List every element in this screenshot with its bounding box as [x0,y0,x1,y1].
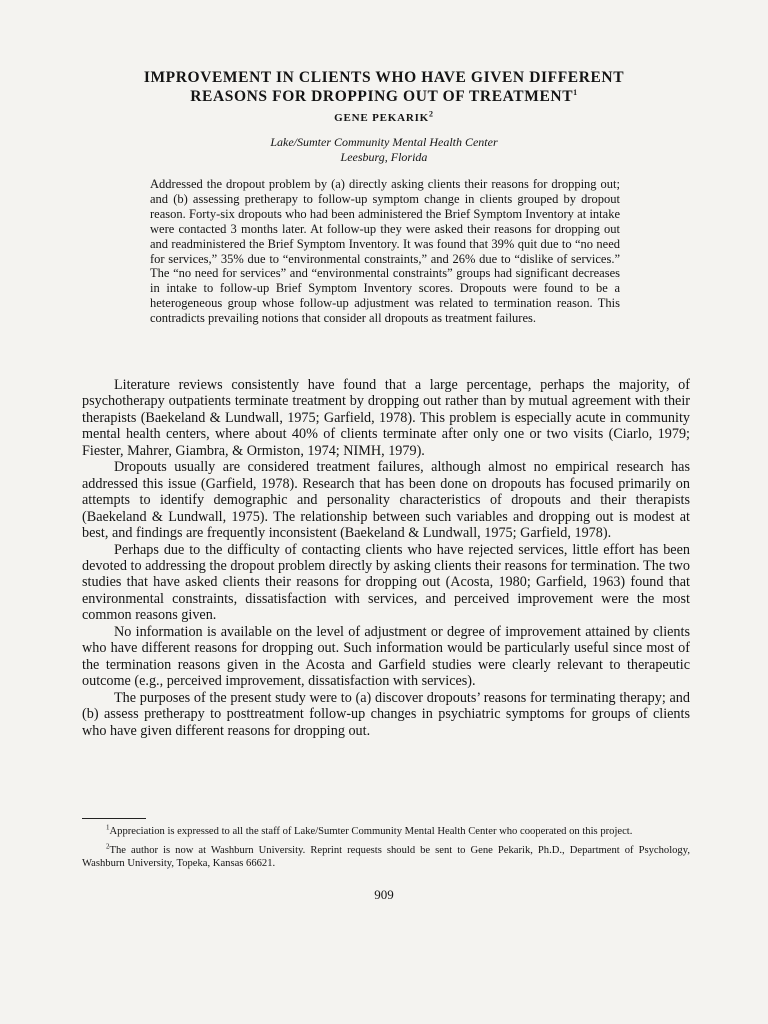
author-name-text: GENE PEKARIK [334,112,430,124]
affiliation-institution: Lake/Sumter Community Mental Health Center [270,135,498,149]
body-paragraph-1: Literature reviews consistently have found that a large percentage, perhaps the majority, of psychotherapy outpatients terminate treatment by dropping out rather than by mutual agreement with their therapists (Baekeland & Lundwall, 1975; Garfield, 1978). This problem is especially acute in community mental health centers, where about 40% of clients terminate after only one or two visits (Ciarlo, 1979; Fiester, Mahrer, Giambra, & Ormiston, 1974; NIMH, 1979). [82,377,690,459]
body-paragraph-3: Perhaps due to the difficulty of contacting clients who have rejected services, little effort has been devoted to addressing the dropout problem directly by asking clients their reasons for termination. The two studies that have asked clients their reasons for dropping out (Acosta, 1980; Garfield, 1963) found that environmental constraints, dissatisfaction with services, and perceived improvement were the most common reasons given. [82,541,690,624]
body-paragraph-2: Dropouts usually are considered treatment failures, although almost no empirical research has addressed this issue (Garfield, 1978). Research that has been done on dropouts has focused primarily on attempts to identify demographic and personality characteristics of dropouts and their therapists (Baekeland & Lundwall, 1975). The relationship between such variables and dropping out is modest at best, and findings are frequently inconsistent (Baekeland & Lundwall, 1975; Garfield, 1978). [82,459,690,542]
author-name [80,111,688,125]
affiliation-location: Leesburg, Florida [340,150,428,164]
title-footnote-mark: 1 [573,87,578,97]
page-number: 909 [374,887,394,902]
footnote-1 [82,825,690,839]
abstract: Addressed the dropout problem by (a) directly asking clients their reasons for dropping out; and (b) assessing pretherapy to follow-up symptom change in clients grouped by dropout reason. Forty-six dropouts who had been administered the Brief Symptom Inventory at intake were contacted 3 months later. At follow-up they were asked their reasons for dropping out and readministered the Brief Symptom Inventory. It was found that 39% quit due to “no need for services,” 35% due to “environmental constraints,” and 26% due to “dislike of services.” The “no need for services” and “environmental constraints” groups had significant decreases in intake to follow-up Brief Symptom Inventory scores. Dropouts were found to be a heterogeneous group whose follow-up adjustment was related to termination reason. This contradicts prevailing notions that consider all dropouts as treatment failures. [150,177,620,326]
author-footnote-mark: 2 [429,109,434,119]
article-title [80,68,688,106]
body-paragraph-4: No information is available on the level of adjustment or degree of improvement attained by clients who have different reasons for dropping out. Such information would be particularly useful since most of the termination reasons given in the Acosta and Garfield studies were clearly relevant to therapeutic outcome (e.g., perceived improvement, dissatisfaction with services). [82,623,690,690]
affiliation [80,135,688,165]
footnote-2-text: The author is now at Washburn University. Reprint requests should be sent to Gene Pekarik, Ph.D., Department of Psychology, Washburn University, Topeka, Kansas 66621. [82,844,690,870]
footnote-1-text: Appreciation is expressed to all the staff of Lake/Sumter Community Mental Health Center who cooperated on this project. [109,826,633,837]
body-paragraph-5: The purposes of the present study were to (a) discover dropouts’ reasons for terminating therapy; and (b) assess pretherapy to posttreatment follow-up changes in psychiatric symptoms for groups of clients who have given different reasons for dropping out. [82,689,690,739]
article-title-line-1: IMPROVEMENT IN CLIENTS WHO HAVE GIVEN DIFFERENT [143,69,625,86]
footnote-divider [82,818,146,819]
article-title-line-2: REASONS FOR DROPPING OUT OF TREATMENT [190,88,574,105]
footnotes [82,825,690,876]
article-body [82,377,690,739]
footnote-2-mark: 2 [106,842,110,851]
footnote-2 [82,844,690,871]
footnote-1-mark: 1 [106,823,110,832]
